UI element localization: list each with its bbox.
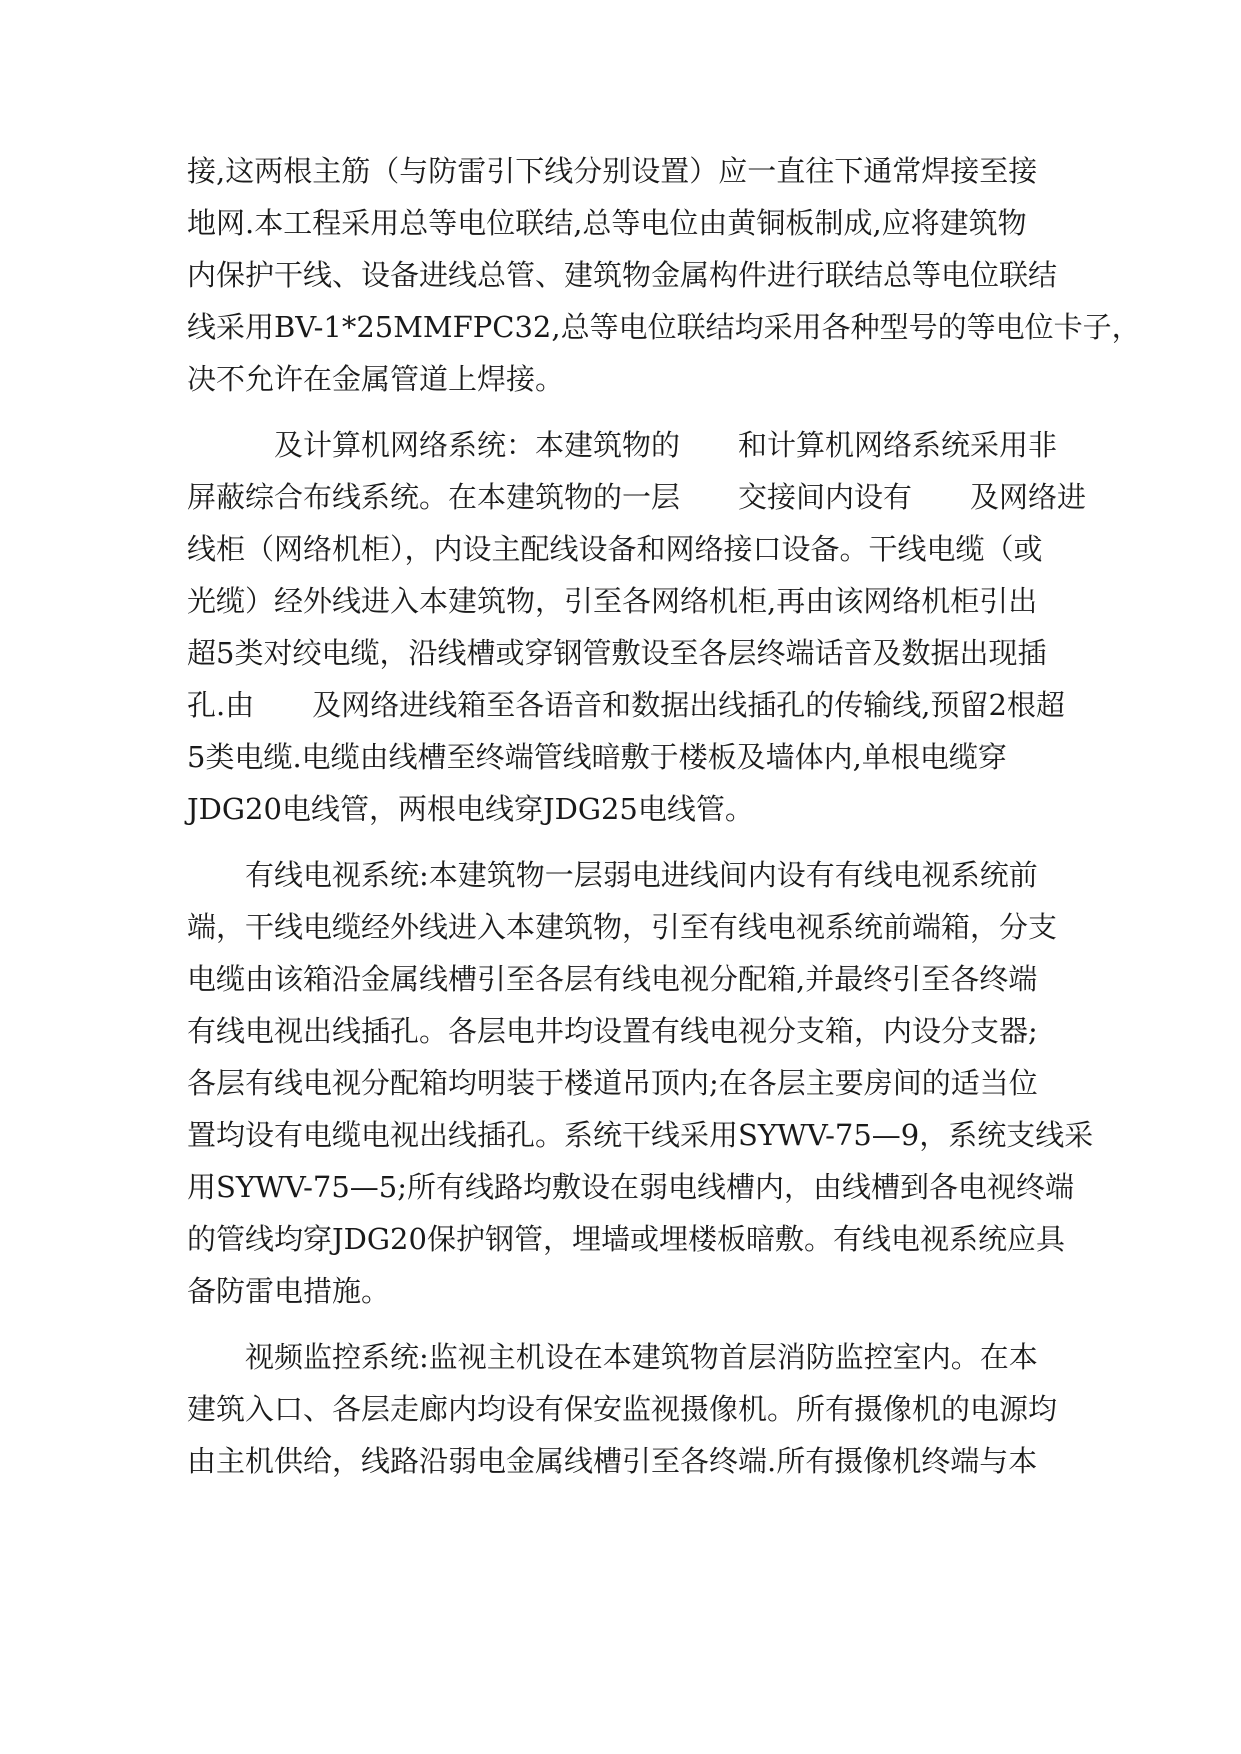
text-line: 线柜（网络机柜），内设主配线设备和网络接口设备。干线电缆（或 [187,532,1043,566]
paragraph-video-surveillance [187,1331,1067,1487]
text-line: 有线电视出线插孔。各层电井均设置有线电视分支箱，内设分支器; [187,1014,1038,1048]
text-line: 视频监控系统:监视主机设在本建筑物首层消防监控室内。在本 [187,1340,1038,1374]
text-line: 决不允许在金属管道上焊接。 [187,362,565,396]
text-line: 端，干线电缆经外线进入本建筑物，引至有线电视系统前端箱，分支 [187,910,1058,944]
paragraph-grounding [187,145,1141,405]
text-line: 及计算机网络系统：本建筑物的 和计算机网络系统采用非 [187,428,1058,462]
text-line: 孔.由 及网络进线箱至各语音和数据出线插孔的传输线,预留2根超 [187,688,1065,722]
text-line: 有线电视系统:本建筑物一层弱电进线间内设有有线电视系统前 [187,858,1038,892]
text-line: 备防雷电措施。 [187,1274,391,1308]
text-line: 光缆）经外线进入本建筑物，引至各网络机柜,再由该网络机柜引出 [187,584,1038,618]
text-line: 各层有线电视分配箱均明装于楼道吊顶内;在各层主要房间的适当位 [187,1066,1038,1100]
text-line: 置均设有电缆电视出线插孔。系统干线采用SYWV-75—9，系统支线采 [187,1118,1094,1152]
text-line: 内保护干线、设备进线总管、建筑物金属构件进行联结总等电位联结 [187,258,1058,292]
text-line: 5类电缆.电缆由线槽至终端管线暗敷于楼板及墙体内,单根电缆穿 [187,740,1007,774]
text-line: 的管线均穿JDG20保护钢管，埋墙或埋楼板暗敷。有线电视系统应具 [187,1222,1065,1256]
text-line: 屏蔽综合布线系统。在本建筑物的一层 交接间内设有 及网络进 [187,480,1087,514]
document-body [187,145,1141,1487]
text-line: 线采用BV-1*25MMFPC32,总等电位联结均采用各种型号的等电位卡子， [187,310,1141,344]
paragraph-gap [187,835,1067,849]
paragraph-gap [187,405,1067,419]
paragraph-gap [187,1317,1067,1331]
paragraph-network-system [187,419,1087,835]
text-line: 超5类对绞电缆，沿线槽或穿钢管敷设至各层终端话音及数据出现插 [187,636,1047,670]
text-line: 建筑入口、各层走廊内均设有保安监视摄像机。所有摄像机的电源均 [187,1392,1058,1426]
text-line: 电缆由该箱沿金属线槽引至各层有线电视分配箱,并最终引至各终端 [187,962,1038,996]
text-line: 地网.本工程采用总等电位联结,总等电位由黄铜板制成,应将建筑物 [187,206,1027,240]
text-line: 用SYWV-75—5;所有线路均敷设在弱电线槽内，由线槽到各电视终端 [187,1170,1075,1204]
text-line: 由主机供给，线路沿弱电金属线槽引至各终端.所有摄像机终端与本 [187,1444,1038,1478]
text-line: 接,这两根主筋（与防雷引下线分别设置）应一直往下通常焊接至接 [187,154,1038,188]
text-line: JDG20电线管，两根电线穿JDG25电线管。 [187,792,754,826]
paragraph-cable-tv [187,849,1094,1317]
